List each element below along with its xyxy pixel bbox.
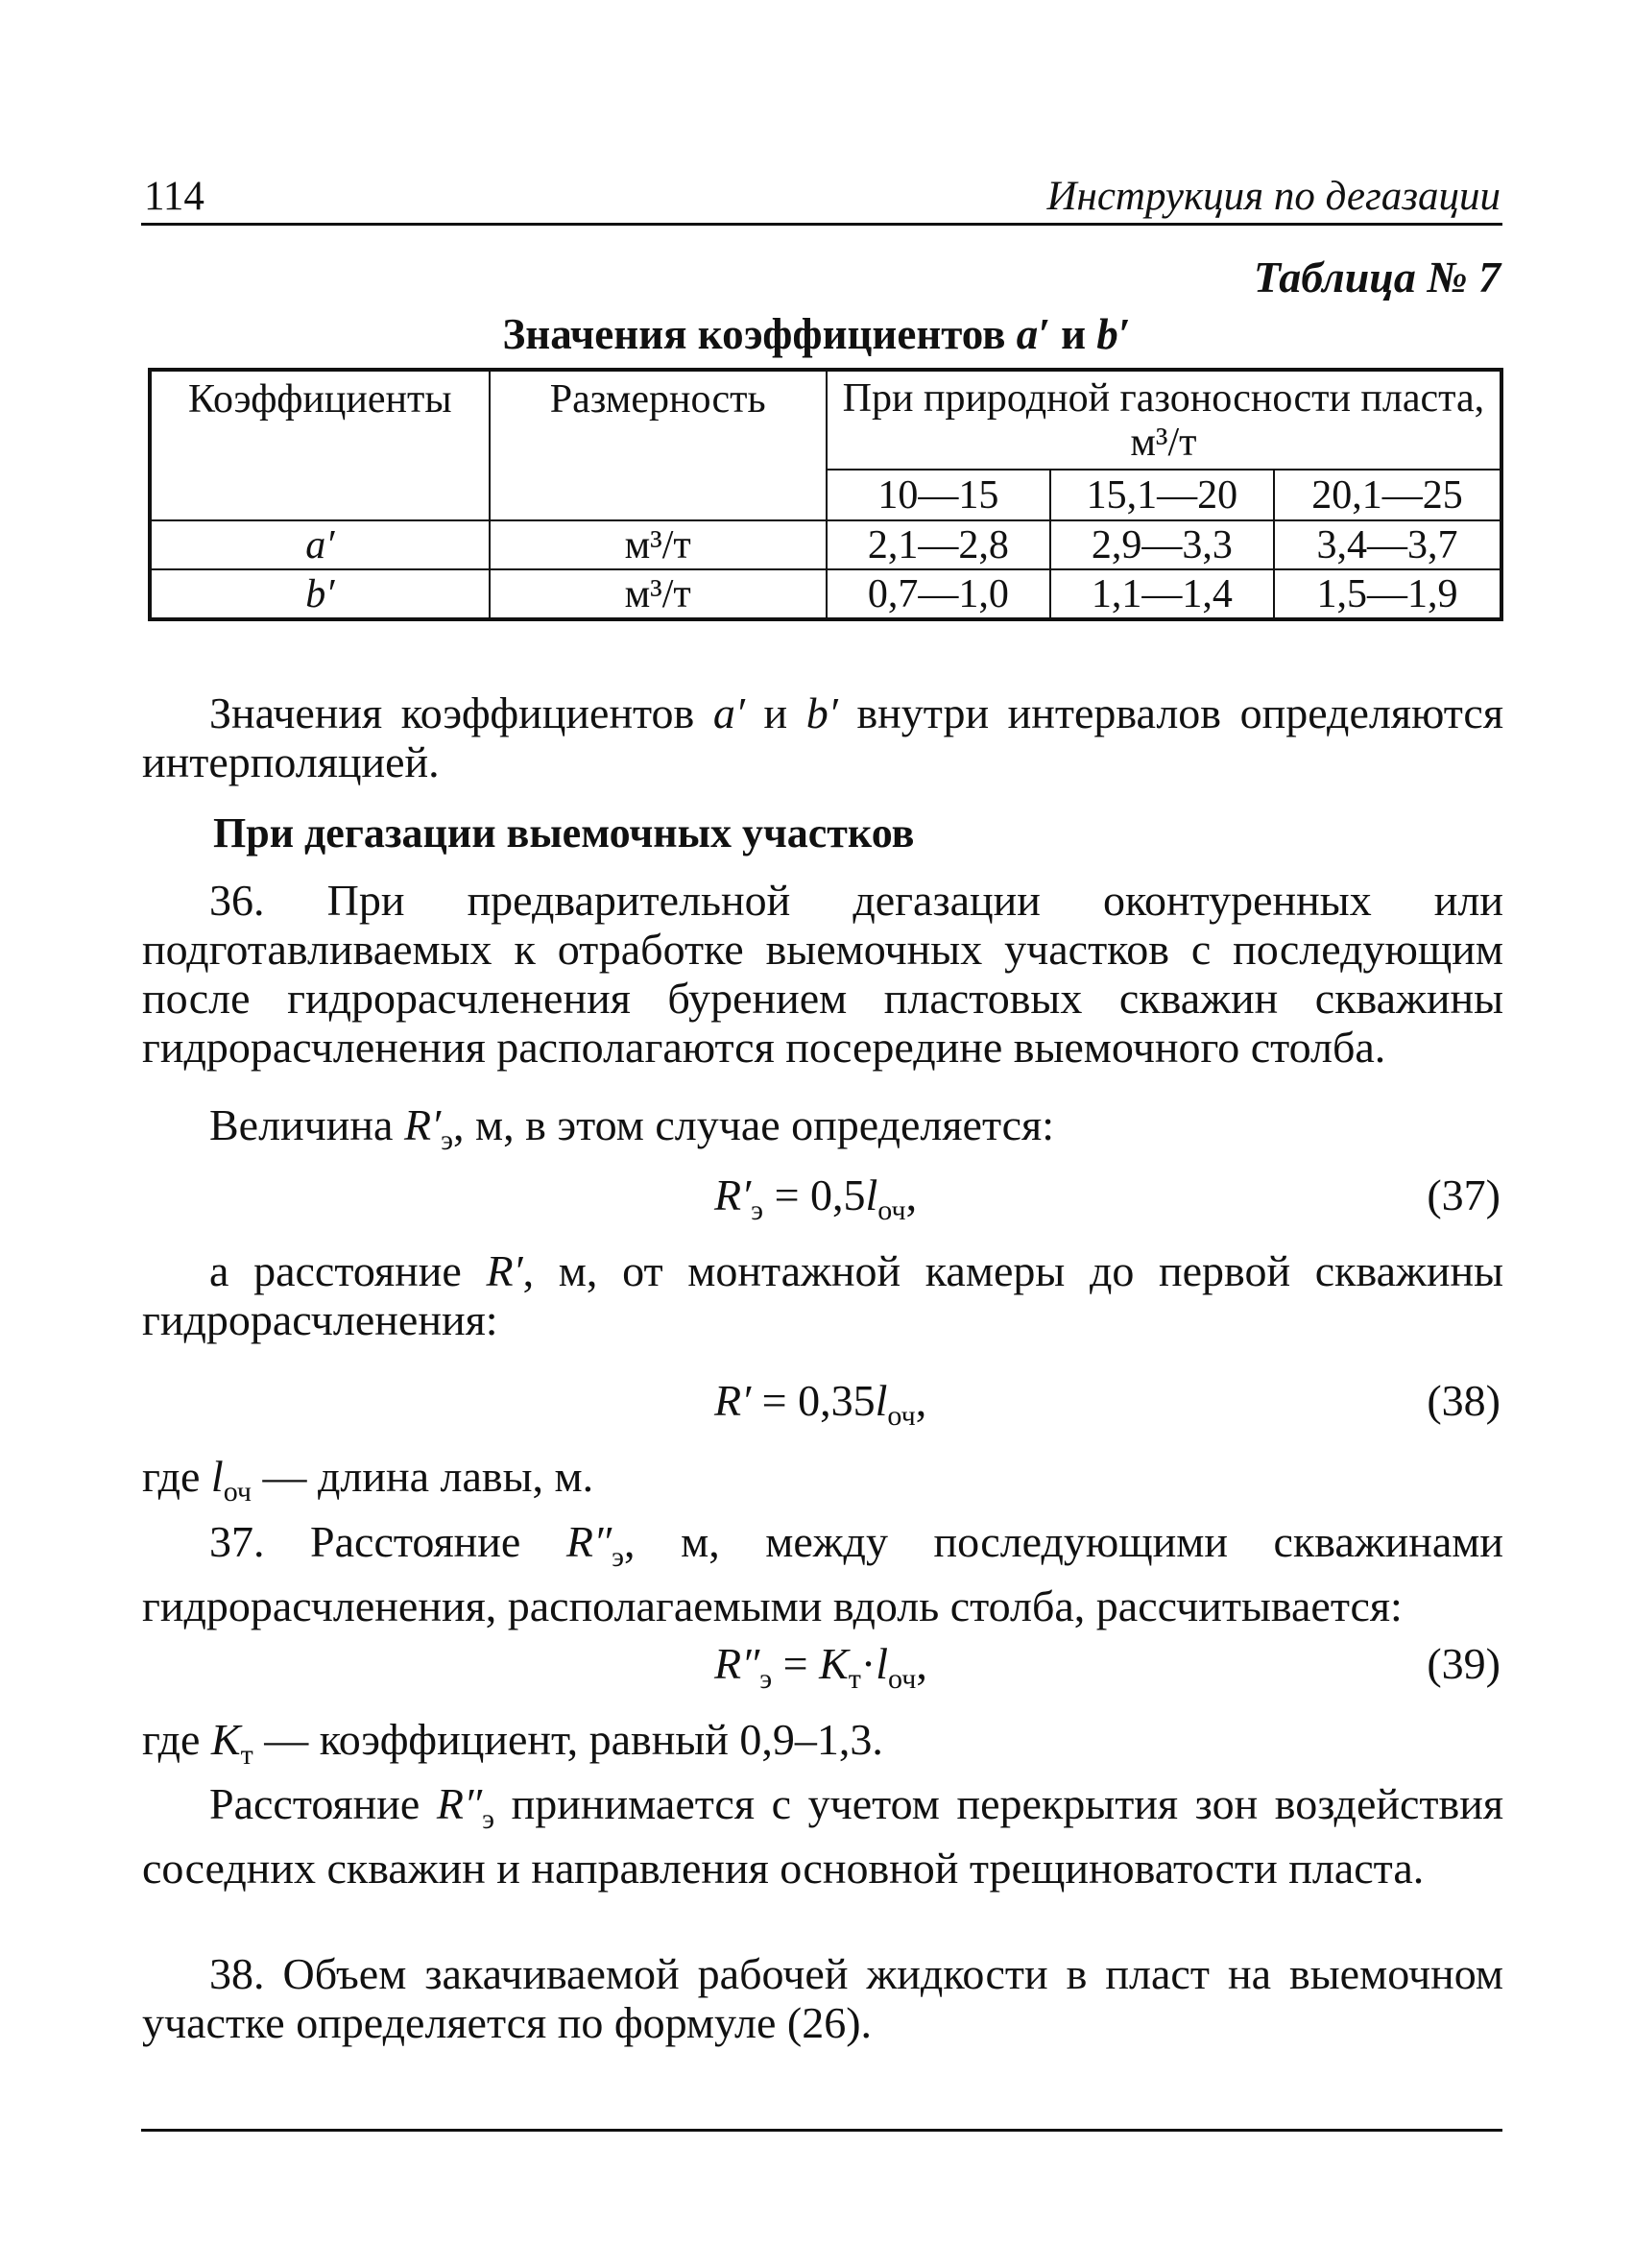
f39-k-sub: т [848, 1663, 861, 1696]
header-dimension: Размерность [490, 370, 827, 520]
where2-text: где [142, 1715, 211, 1764]
range-cell: 20,1—25 [1274, 470, 1501, 520]
row-coef: a′ [150, 520, 490, 569]
overlap-subscript: э [482, 1803, 495, 1836]
f38-rhs: = 0,35 [751, 1376, 876, 1425]
interp-b: b′ [805, 688, 838, 737]
f37-lhs-sub: э [751, 1194, 764, 1227]
section-heading: При дегазации выемочных участков [213, 809, 915, 857]
f37-lhs: R′ [714, 1170, 752, 1219]
row-coef: b′ [150, 569, 490, 619]
row-value: 0,7—1,0 [827, 569, 1050, 619]
footer-rule [141, 2129, 1502, 2132]
running-title: Инструкция по дегазации [1046, 174, 1501, 219]
interpolation-paragraph [142, 688, 1503, 786]
f39-lhs-sub: э [759, 1663, 773, 1696]
f39-end: , [916, 1639, 927, 1688]
table-row [150, 520, 1501, 569]
f38-l: l [875, 1376, 888, 1425]
where1-text: где [142, 1452, 211, 1501]
p37-subscript: э [612, 1541, 625, 1574]
page-number: 114 [144, 174, 204, 219]
where-length [142, 1452, 1503, 1516]
magnitude-line [142, 1100, 1503, 1165]
range-cell: 15,1—20 [1050, 470, 1274, 520]
distance-paragraph [142, 1246, 1503, 1344]
row-value: 1,5—1,9 [1274, 569, 1501, 619]
f39-l-sub: оч [888, 1663, 917, 1696]
header-rule [141, 223, 1502, 226]
where2-k: K [210, 1715, 241, 1764]
table-number: Таблица № 7 [1253, 253, 1501, 302]
f37-l-sub: оч [877, 1194, 906, 1227]
paragraph-36-text: 36. При предварительной дегазации оконтуренных или подготавливаемых к отработке выемочных участков с последующим после гидрорасчленения бурением пластовых скважин скважины гидрорасчленения располагаются посередине выемочного столба. [142, 876, 1503, 1072]
where1-rest: — длина лавы, м. [252, 1452, 594, 1501]
equation-number-39: (39) [1427, 1639, 1501, 1688]
table-title-b: b′ [1096, 310, 1131, 358]
table-title-a: a′ [1016, 310, 1050, 358]
row-unit: м³/т [490, 569, 827, 619]
dist-text: а расстояние [209, 1246, 487, 1295]
table-title-and: и [1049, 310, 1097, 358]
p37-text: 37. Расстояние [209, 1517, 566, 1566]
row-value: 2,1—2,8 [827, 520, 1050, 569]
paragraph-36 [142, 876, 1503, 1072]
interp-rest: внутри интервалов определяются интерполяцией. [142, 688, 1503, 786]
where2-rest: — коэффициент, равный 0,9–1,3. [252, 1715, 883, 1764]
row-value: 1,1—1,4 [1050, 569, 1274, 619]
overlap-symbol: R″ [436, 1779, 483, 1828]
header-coefficients: Коэффициенты [150, 370, 490, 520]
table-row [150, 569, 1501, 619]
f38-lhs: R′ [714, 1376, 752, 1425]
overlap-paragraph [142, 1779, 1503, 1893]
f37-rhs: = 0,5 [763, 1170, 866, 1219]
f39-k: K [819, 1639, 849, 1688]
f38-end: , [915, 1376, 927, 1425]
magnitude-rest: , м, в этом случае определяется: [453, 1100, 1054, 1149]
f39-eq: = [772, 1639, 820, 1688]
equation-number-38: (38) [1427, 1376, 1501, 1425]
f39-dot: · [860, 1639, 877, 1688]
table-header-row [150, 370, 1501, 470]
f39-l: l [876, 1639, 889, 1688]
f37-end: , [905, 1170, 918, 1219]
row-value: 2,9—3,3 [1050, 520, 1274, 569]
formula-39 [714, 1638, 927, 1696]
where1-sub: оч [223, 1476, 252, 1508]
dist-rest: , м, от монтажной камеры до первой скважины гидрорасчленения: [142, 1246, 1503, 1344]
interp-text: Значения коэффициентов [209, 688, 713, 737]
interp-a: a′ [712, 688, 745, 737]
where1-l: l [210, 1452, 224, 1501]
where2-sub: т [240, 1739, 253, 1772]
row-value: 3,4—3,7 [1274, 520, 1501, 569]
paragraph-38 [142, 1949, 1503, 2047]
dist-symbol: R′ [486, 1246, 523, 1295]
p37-rest: , м, между последующими скважинами гидрорасчленения, располагаемыми вдоль столба, рассчитывается: [142, 1517, 1503, 1631]
equation-number-37: (37) [1427, 1170, 1501, 1219]
table-title [0, 309, 1633, 359]
f37-l: l [865, 1170, 878, 1219]
paragraph-38-text: 38. Объем закачиваемой рабочей жидкости в пласт на выемочном участке определяется по формуле (26). [142, 1949, 1503, 2047]
magnitude-text: Величина [209, 1100, 404, 1149]
row-unit: м³/т [490, 520, 827, 569]
table-title-text: Значения коэффициентов [502, 310, 1017, 358]
range-cell: 10—15 [827, 470, 1050, 520]
paragraph-37 [142, 1517, 1503, 1630]
interp-and: и [744, 688, 806, 737]
magnitude-symbol: R′ [403, 1100, 442, 1149]
formula-37 [714, 1170, 917, 1227]
overlap-text: Расстояние [209, 1779, 437, 1828]
coefficients-table [148, 368, 1503, 621]
f38-l-sub: оч [887, 1400, 916, 1433]
formula-38 [714, 1375, 926, 1433]
magnitude-subscript: э [441, 1124, 454, 1157]
where-coefficient [142, 1715, 1503, 1779]
p37-symbol: R″ [565, 1517, 612, 1566]
f39-lhs: R″ [714, 1639, 760, 1688]
overlap-rest: принимается с учетом перекрытия зон воздействия соседних скважин и направления основной трещиноватости пласта. [142, 1779, 1503, 1894]
header-gas-content: При природной газоносности пласта, м³/т [827, 370, 1501, 470]
